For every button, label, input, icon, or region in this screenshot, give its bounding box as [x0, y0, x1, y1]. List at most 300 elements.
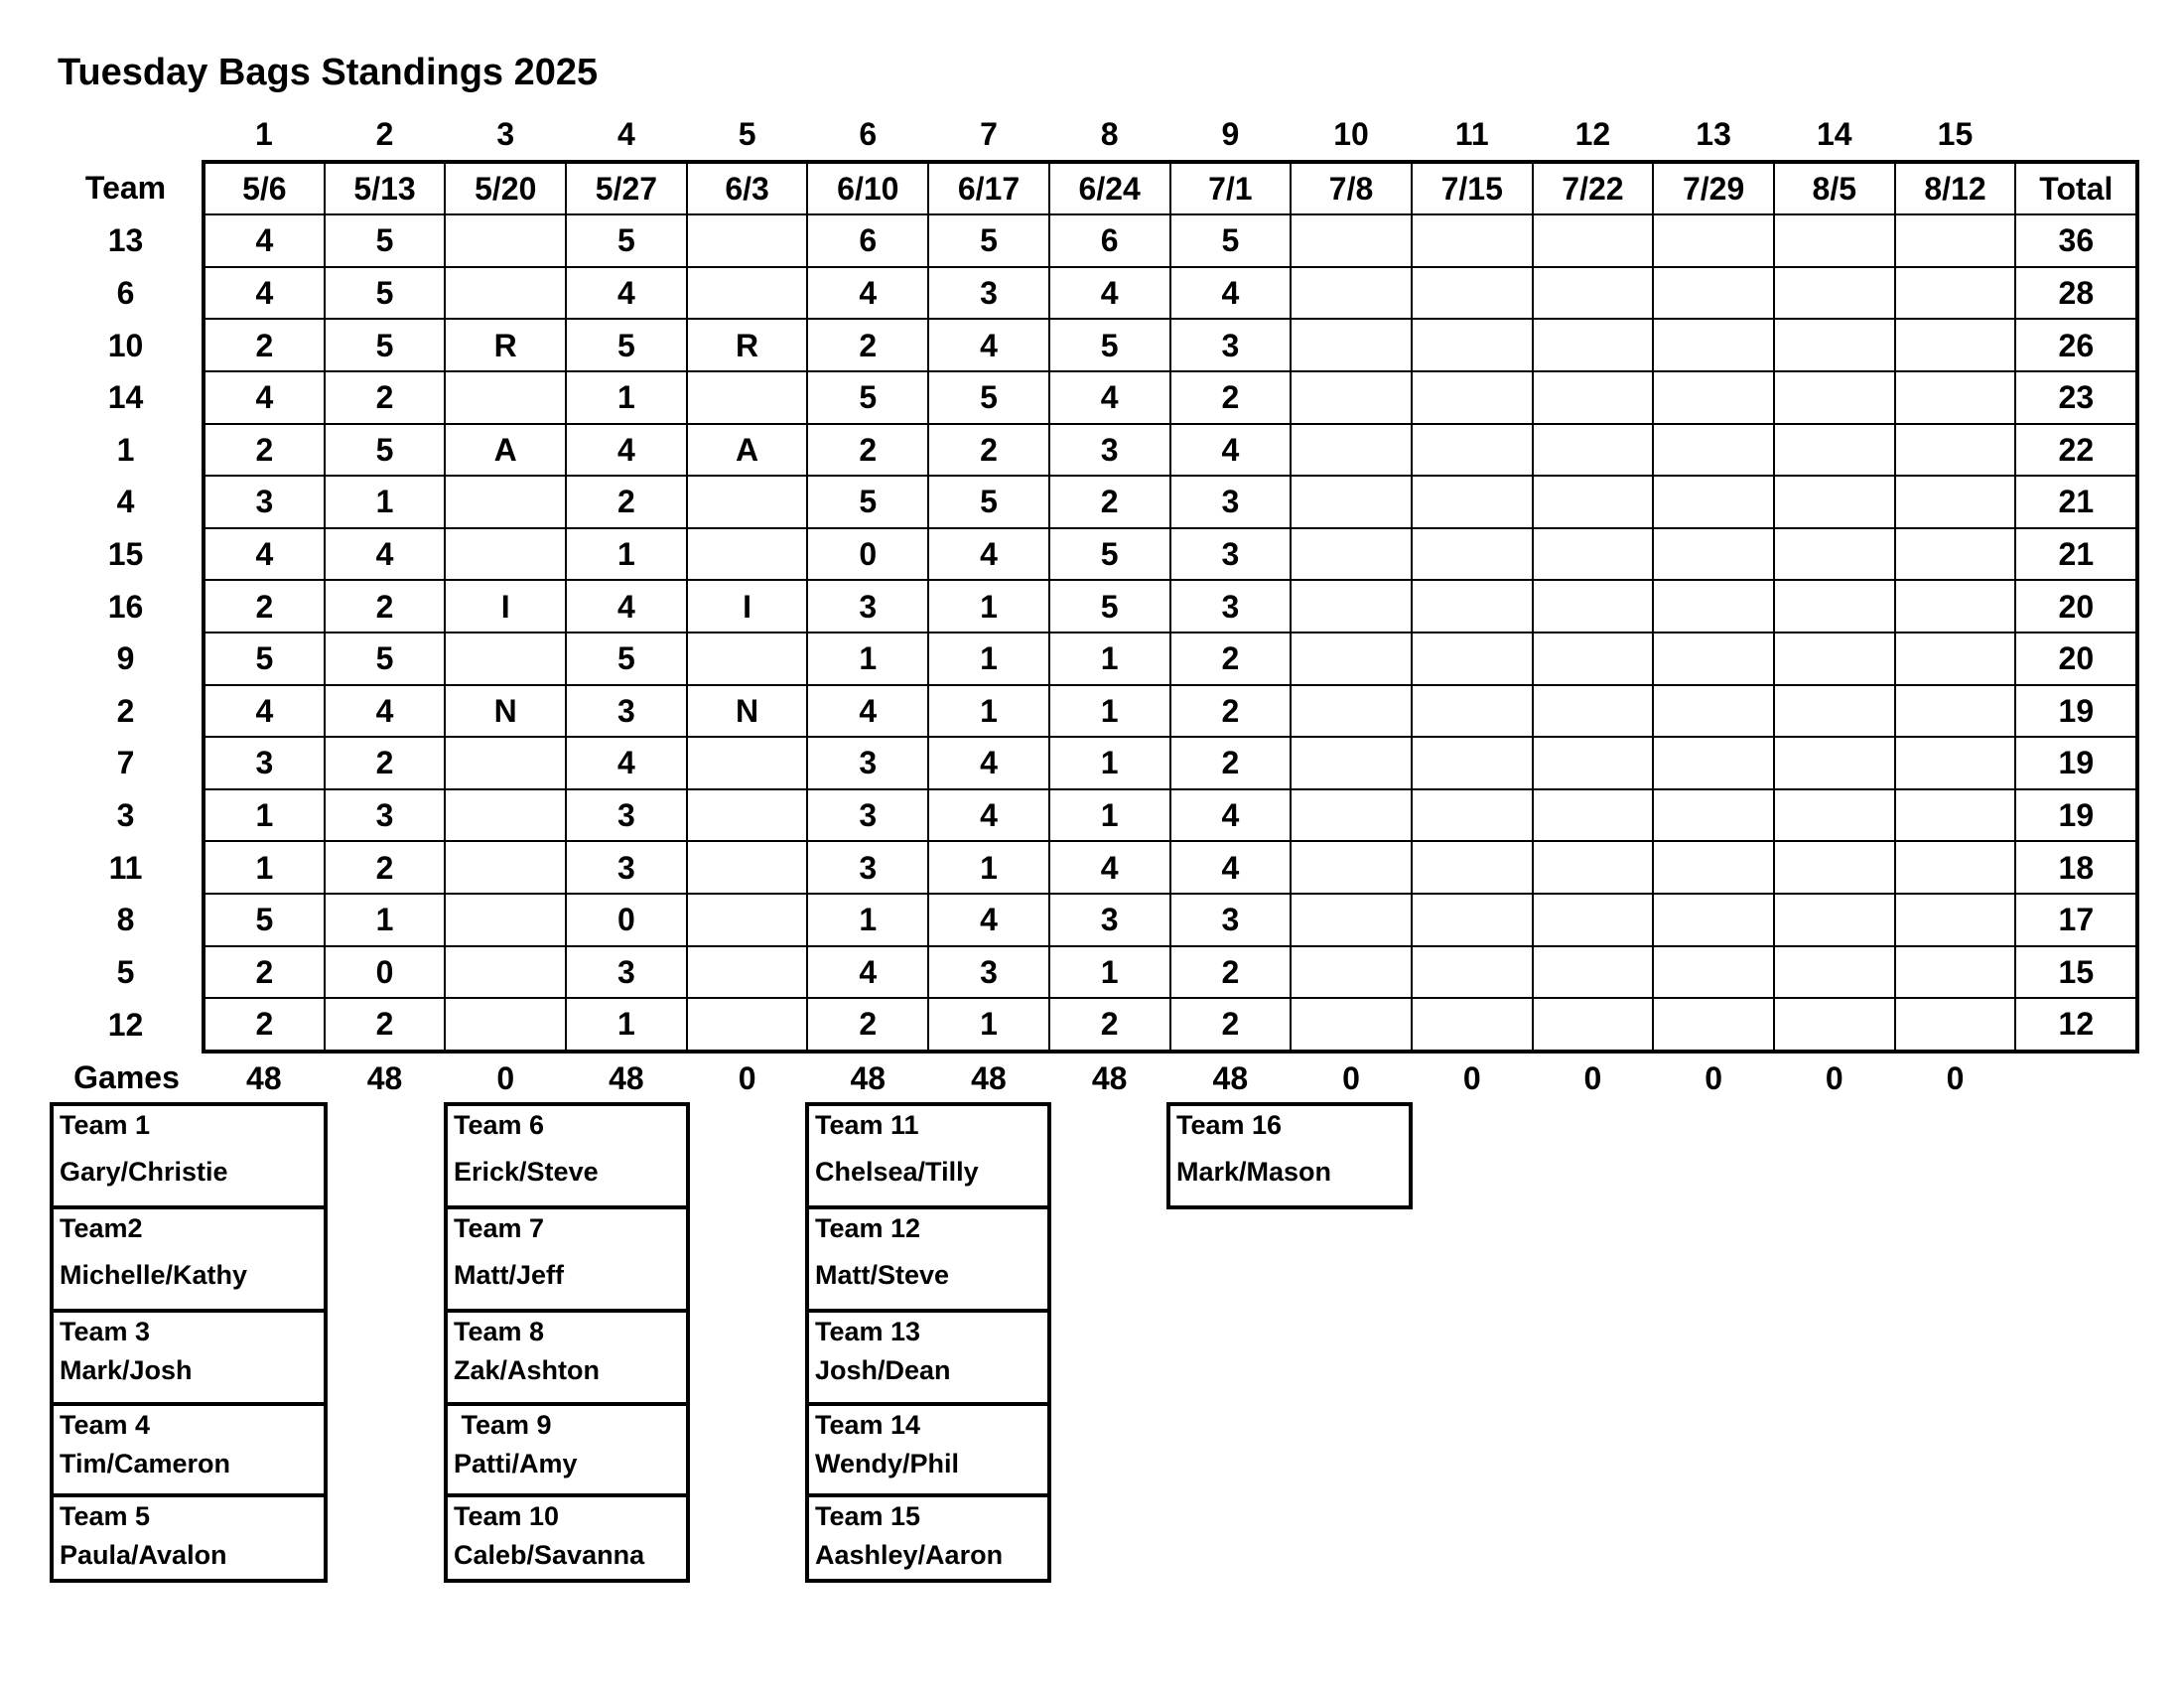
- score-cell: 3: [807, 789, 928, 842]
- roster-box: [50, 1102, 328, 1583]
- score-cell: 5: [325, 214, 446, 267]
- roster-entry: [54, 1205, 324, 1309]
- score-cell: [1533, 633, 1654, 685]
- week-number: 5: [738, 116, 756, 153]
- score-cell: [1291, 371, 1412, 424]
- score-cell: 4: [807, 267, 928, 320]
- score-cell: 3: [566, 946, 687, 999]
- week-number: 14: [1816, 116, 1852, 153]
- total-cell: 15: [2015, 946, 2137, 999]
- score-cell: 3: [807, 580, 928, 633]
- score-cell: [1653, 946, 1774, 999]
- total-cell: 19: [2015, 737, 2137, 789]
- score-cell: 3: [1170, 894, 1292, 946]
- score-cell: [1412, 528, 1533, 581]
- score-cell: [687, 267, 808, 320]
- score-cell: [1412, 214, 1533, 267]
- score-cell: 3: [1170, 580, 1292, 633]
- score-cell: 4: [807, 685, 928, 738]
- score-cell: [1653, 319, 1774, 371]
- score-cell: [1653, 528, 1774, 581]
- score-cell: [1653, 998, 1774, 1052]
- team-number: 13: [107, 222, 144, 259]
- date-header: 8/12: [1895, 162, 2016, 215]
- score-cell: [1533, 580, 1654, 633]
- score-cell: [1774, 737, 1895, 789]
- roster-team-members: Matt/Steve: [815, 1260, 950, 1290]
- table-row: [50, 633, 2137, 685]
- week-number: 2: [375, 116, 394, 153]
- score-cell: 1: [566, 528, 687, 581]
- roster-team-name: Team 10: [454, 1501, 560, 1531]
- table-row: [50, 528, 2137, 581]
- score-cell: [687, 841, 808, 894]
- roster-team-name: Team 8: [454, 1317, 545, 1346]
- roster-team-name: Team 3: [60, 1317, 151, 1346]
- score-cell: 3: [204, 476, 325, 528]
- team-number: 6: [116, 275, 135, 312]
- games-row: [50, 1052, 2137, 1104]
- score-cell: 1: [1049, 685, 1170, 738]
- team-number: 10: [107, 327, 144, 363]
- score-cell: 3: [566, 685, 687, 738]
- roster-box: [1166, 1102, 1413, 1209]
- score-cell: [687, 633, 808, 685]
- score-cell: 2: [204, 580, 325, 633]
- score-cell: 5: [928, 214, 1049, 267]
- score-cell: 4: [204, 267, 325, 320]
- date-header: 7/22: [1533, 162, 1654, 215]
- score-cell: [1774, 894, 1895, 946]
- score-cell: [1774, 528, 1895, 581]
- roster-entry: [809, 1106, 1047, 1205]
- table-row: [50, 894, 2137, 946]
- score-cell: 2: [807, 319, 928, 371]
- date-header: 6/10: [807, 162, 928, 215]
- score-cell: [687, 214, 808, 267]
- score-cell: [1774, 214, 1895, 267]
- score-cell: [1291, 580, 1412, 633]
- score-cell: [1895, 737, 2016, 789]
- week-number: 7: [980, 116, 998, 153]
- games-count: 0: [1825, 1059, 1843, 1096]
- score-cell: 5: [1049, 580, 1170, 633]
- score-cell: [1653, 580, 1774, 633]
- date-header: 7/15: [1412, 162, 1533, 215]
- table-row: [50, 737, 2137, 789]
- score-cell: 5: [566, 214, 687, 267]
- score-cell: [1653, 267, 1774, 320]
- team-number: 8: [116, 902, 135, 938]
- score-cell: 2: [325, 371, 446, 424]
- score-cell: [1653, 214, 1774, 267]
- score-cell: [1412, 789, 1533, 842]
- score-cell: 3: [928, 946, 1049, 999]
- score-cell: 2: [204, 319, 325, 371]
- roster-box: [805, 1102, 1051, 1583]
- score-cell: [445, 476, 566, 528]
- roster-team-members: Patti/Amy: [454, 1449, 578, 1478]
- date-header: 7/29: [1653, 162, 1774, 215]
- roster-team-name: Team 1: [60, 1110, 151, 1140]
- roster-team-members: Chelsea/Tilly: [815, 1157, 979, 1187]
- score-cell: 2: [1049, 476, 1170, 528]
- roster-box: [444, 1102, 690, 1583]
- week-number: 8: [1100, 116, 1119, 153]
- roster-team-members: Aashley/Aaron: [815, 1540, 1004, 1570]
- score-cell: [1291, 424, 1412, 477]
- table-row: [50, 476, 2137, 528]
- score-cell: [1533, 946, 1654, 999]
- total-cell: 12: [2015, 998, 2137, 1052]
- score-cell: [1533, 737, 1654, 789]
- score-cell: [445, 894, 566, 946]
- score-cell: [1895, 946, 2016, 999]
- score-cell: 1: [566, 371, 687, 424]
- score-cell: 5: [928, 476, 1049, 528]
- score-cell: [1533, 998, 1654, 1052]
- games-count: 0: [1946, 1059, 1965, 1096]
- score-cell: [1533, 894, 1654, 946]
- score-cell: [1653, 841, 1774, 894]
- roster-team-members: Wendy/Phil: [815, 1449, 960, 1478]
- score-cell: 5: [1049, 528, 1170, 581]
- roster-team-name: Team 7: [454, 1213, 545, 1243]
- team-number: 2: [116, 692, 135, 729]
- roster-entry: [54, 1493, 324, 1579]
- score-cell: [1774, 319, 1895, 371]
- score-cell: 4: [1049, 841, 1170, 894]
- score-cell: [687, 528, 808, 581]
- roster-entry: [54, 1309, 324, 1402]
- score-cell: [445, 528, 566, 581]
- score-cell: [1895, 319, 2016, 371]
- score-cell: [1291, 841, 1412, 894]
- score-cell: 4: [566, 424, 687, 477]
- score-cell: [1533, 267, 1654, 320]
- roster-team-name: Team 5: [60, 1501, 151, 1531]
- score-cell: 5: [204, 894, 325, 946]
- score-cell: [1291, 789, 1412, 842]
- score-cell: [1291, 476, 1412, 528]
- total-cell: 18: [2015, 841, 2137, 894]
- score-cell: 1: [807, 894, 928, 946]
- score-cell: 5: [807, 371, 928, 424]
- score-cell: [687, 946, 808, 999]
- score-cell: 4: [1170, 424, 1292, 477]
- score-cell: 4: [1170, 841, 1292, 894]
- score-cell: 5: [325, 633, 446, 685]
- score-cell: 5: [807, 476, 928, 528]
- score-cell: [1895, 580, 2016, 633]
- score-cell: [1774, 580, 1895, 633]
- table-row: [50, 685, 2137, 738]
- score-cell: 2: [807, 998, 928, 1052]
- total-cell: 21: [2015, 476, 2137, 528]
- score-cell: A: [687, 424, 808, 477]
- roster-team-members: Gary/Christie: [60, 1157, 228, 1187]
- score-cell: 3: [1049, 894, 1170, 946]
- score-cell: 4: [928, 894, 1049, 946]
- score-cell: 2: [204, 946, 325, 999]
- score-cell: 3: [807, 737, 928, 789]
- roster-team-name: Team 11: [815, 1110, 919, 1140]
- roster-team-members: Mark/Josh: [60, 1355, 193, 1385]
- total-cell: 23: [2015, 371, 2137, 424]
- date-header: 7/8: [1291, 162, 1412, 215]
- standings-table: [50, 109, 2139, 1103]
- score-cell: [1895, 685, 2016, 738]
- table-row: [50, 424, 2137, 477]
- total-cell: 20: [2015, 633, 2137, 685]
- roster-team-members: Zak/Ashton: [454, 1355, 601, 1385]
- score-cell: 2: [325, 998, 446, 1052]
- total-cell: 26: [2015, 319, 2137, 371]
- score-cell: 0: [325, 946, 446, 999]
- score-cell: [445, 998, 566, 1052]
- score-cell: [1895, 476, 2016, 528]
- score-cell: 4: [204, 214, 325, 267]
- total-cell: 17: [2015, 894, 2137, 946]
- score-cell: [1533, 319, 1654, 371]
- roster-team-members: Michelle/Kathy: [60, 1260, 248, 1290]
- score-cell: 5: [1170, 214, 1292, 267]
- score-cell: 4: [928, 319, 1049, 371]
- week-number-spacer: [50, 109, 204, 162]
- score-cell: [1533, 371, 1654, 424]
- team-number: 14: [107, 379, 144, 416]
- date-header: 6/3: [687, 162, 808, 215]
- score-cell: 4: [566, 267, 687, 320]
- team-number: 12: [107, 1006, 144, 1043]
- score-cell: [1774, 946, 1895, 999]
- score-cell: [445, 841, 566, 894]
- score-cell: R: [687, 319, 808, 371]
- score-cell: [1895, 424, 2016, 477]
- score-cell: 2: [1170, 685, 1292, 738]
- score-cell: 4: [325, 528, 446, 581]
- score-cell: 3: [1170, 476, 1292, 528]
- score-cell: [445, 371, 566, 424]
- score-cell: [1291, 214, 1412, 267]
- score-cell: [1412, 267, 1533, 320]
- games-count: 0: [1462, 1059, 1481, 1096]
- score-cell: [1653, 633, 1774, 685]
- roster-team-name: Team 15: [815, 1501, 921, 1531]
- roster-team-name: Team 4: [60, 1410, 151, 1440]
- date-header: 6/24: [1049, 162, 1170, 215]
- score-cell: [1653, 424, 1774, 477]
- score-cell: 4: [204, 371, 325, 424]
- table-row: [50, 580, 2137, 633]
- score-cell: 3: [807, 841, 928, 894]
- score-cell: [1895, 789, 2016, 842]
- score-cell: 4: [204, 685, 325, 738]
- score-cell: 3: [928, 267, 1049, 320]
- score-cell: [445, 267, 566, 320]
- roster-team-members: Erick/Steve: [454, 1157, 599, 1187]
- score-cell: 4: [1049, 371, 1170, 424]
- score-cell: [1895, 841, 2016, 894]
- games-count: 48: [850, 1059, 887, 1096]
- score-cell: [687, 476, 808, 528]
- roster-entry: [1170, 1106, 1409, 1205]
- total-cell: 20: [2015, 580, 2137, 633]
- score-cell: 1: [928, 841, 1049, 894]
- roster-team-members: Tim/Cameron: [60, 1449, 231, 1478]
- score-cell: [1895, 214, 2016, 267]
- score-cell: [1774, 633, 1895, 685]
- roster-entry: [54, 1402, 324, 1493]
- score-cell: 5: [325, 267, 446, 320]
- score-cell: 4: [1170, 267, 1292, 320]
- roster-team-members: Josh/Dean: [815, 1355, 951, 1385]
- score-cell: 4: [928, 528, 1049, 581]
- total-cell: 19: [2015, 685, 2137, 738]
- roster-team-name: Team 14: [815, 1410, 921, 1440]
- date-header: 8/5: [1774, 162, 1895, 215]
- date-header: 5/13: [325, 162, 446, 215]
- score-cell: 2: [204, 424, 325, 477]
- week-number: 12: [1574, 116, 1611, 153]
- games-spacer: [2015, 1052, 2137, 1104]
- team-number: 15: [107, 536, 144, 573]
- score-cell: 4: [807, 946, 928, 999]
- week-number: 1: [254, 116, 273, 153]
- score-cell: [1291, 319, 1412, 371]
- score-cell: 5: [566, 633, 687, 685]
- week-number-spacer: [2015, 109, 2137, 162]
- score-cell: [1412, 424, 1533, 477]
- table-row: [50, 319, 2137, 371]
- games-count: 48: [609, 1059, 644, 1096]
- score-cell: [1895, 998, 2016, 1052]
- score-cell: [1291, 633, 1412, 685]
- team-number: 4: [116, 484, 135, 520]
- score-cell: [1412, 946, 1533, 999]
- score-cell: I: [687, 580, 808, 633]
- score-cell: 6: [1049, 214, 1170, 267]
- score-cell: [445, 633, 566, 685]
- score-cell: [445, 214, 566, 267]
- score-cell: [1895, 371, 2016, 424]
- roster-team-name: Team 13: [815, 1317, 921, 1346]
- games-count: 48: [971, 1059, 1007, 1096]
- score-cell: [1412, 841, 1533, 894]
- score-cell: [1533, 841, 1654, 894]
- score-cell: 4: [928, 789, 1049, 842]
- week-number: 4: [617, 116, 635, 153]
- team-number: 3: [116, 797, 135, 834]
- date-header: 5/27: [566, 162, 687, 215]
- score-cell: 3: [204, 737, 325, 789]
- score-cell: [445, 789, 566, 842]
- score-cell: [1412, 580, 1533, 633]
- score-cell: 2: [1049, 998, 1170, 1052]
- score-cell: [1774, 841, 1895, 894]
- score-cell: 4: [1049, 267, 1170, 320]
- total-cell: 28: [2015, 267, 2137, 320]
- score-cell: 2: [566, 476, 687, 528]
- score-cell: [1291, 998, 1412, 1052]
- score-cell: 5: [1049, 319, 1170, 371]
- roster-entry: [448, 1205, 686, 1309]
- score-cell: [1412, 737, 1533, 789]
- score-cell: [1774, 476, 1895, 528]
- score-cell: 4: [204, 528, 325, 581]
- roster-team-name: Team2: [60, 1213, 143, 1243]
- score-cell: 1: [928, 633, 1049, 685]
- score-cell: 2: [928, 424, 1049, 477]
- score-cell: 1: [928, 685, 1049, 738]
- score-cell: 3: [325, 789, 446, 842]
- games-count: 0: [496, 1059, 515, 1096]
- table-row: [50, 946, 2137, 999]
- score-cell: [445, 946, 566, 999]
- roster-entry: [809, 1309, 1047, 1402]
- table-row: [50, 841, 2137, 894]
- score-cell: 5: [325, 424, 446, 477]
- score-cell: 0: [566, 894, 687, 946]
- score-cell: 1: [1049, 789, 1170, 842]
- week-number: 13: [1696, 116, 1731, 153]
- score-cell: 2: [325, 580, 446, 633]
- score-cell: 2: [807, 424, 928, 477]
- table-row: [50, 267, 2137, 320]
- games-count: 0: [1705, 1059, 1722, 1096]
- score-cell: [1895, 528, 2016, 581]
- games-count: 48: [1212, 1059, 1249, 1096]
- score-cell: [1533, 685, 1654, 738]
- week-number: 6: [859, 116, 878, 153]
- score-cell: [1412, 685, 1533, 738]
- games-count: 48: [1091, 1059, 1128, 1096]
- score-cell: 1: [1049, 946, 1170, 999]
- roster-team-name: Team 6: [454, 1110, 545, 1140]
- week-number: 3: [496, 116, 515, 153]
- roster-entry: [448, 1106, 686, 1205]
- score-cell: [1412, 371, 1533, 424]
- score-cell: [1774, 371, 1895, 424]
- score-cell: [687, 789, 808, 842]
- total-cell: 21: [2015, 528, 2137, 581]
- score-cell: 2: [1170, 998, 1292, 1052]
- score-cell: [1895, 267, 2016, 320]
- score-cell: 4: [1170, 789, 1292, 842]
- score-cell: [1412, 998, 1533, 1052]
- total-cell: 36: [2015, 214, 2137, 267]
- score-cell: 1: [928, 998, 1049, 1052]
- date-header: 5/20: [445, 162, 566, 215]
- score-cell: [1653, 685, 1774, 738]
- score-cell: [1412, 894, 1533, 946]
- score-cell: [1291, 894, 1412, 946]
- roster-entry: [54, 1106, 324, 1205]
- roster-team-members: Caleb/Savanna: [454, 1540, 645, 1570]
- score-cell: 2: [1170, 737, 1292, 789]
- score-cell: [687, 737, 808, 789]
- score-cell: 2: [325, 841, 446, 894]
- games-count: 0: [1583, 1059, 1602, 1096]
- roster-entry: [448, 1493, 686, 1579]
- score-cell: 3: [566, 789, 687, 842]
- games-count: 48: [246, 1059, 282, 1096]
- date-header: 5/6: [204, 162, 325, 215]
- score-cell: [1653, 789, 1774, 842]
- score-cell: 1: [325, 476, 446, 528]
- score-cell: [1774, 685, 1895, 738]
- roster-team-name: Team 16: [1176, 1110, 1283, 1140]
